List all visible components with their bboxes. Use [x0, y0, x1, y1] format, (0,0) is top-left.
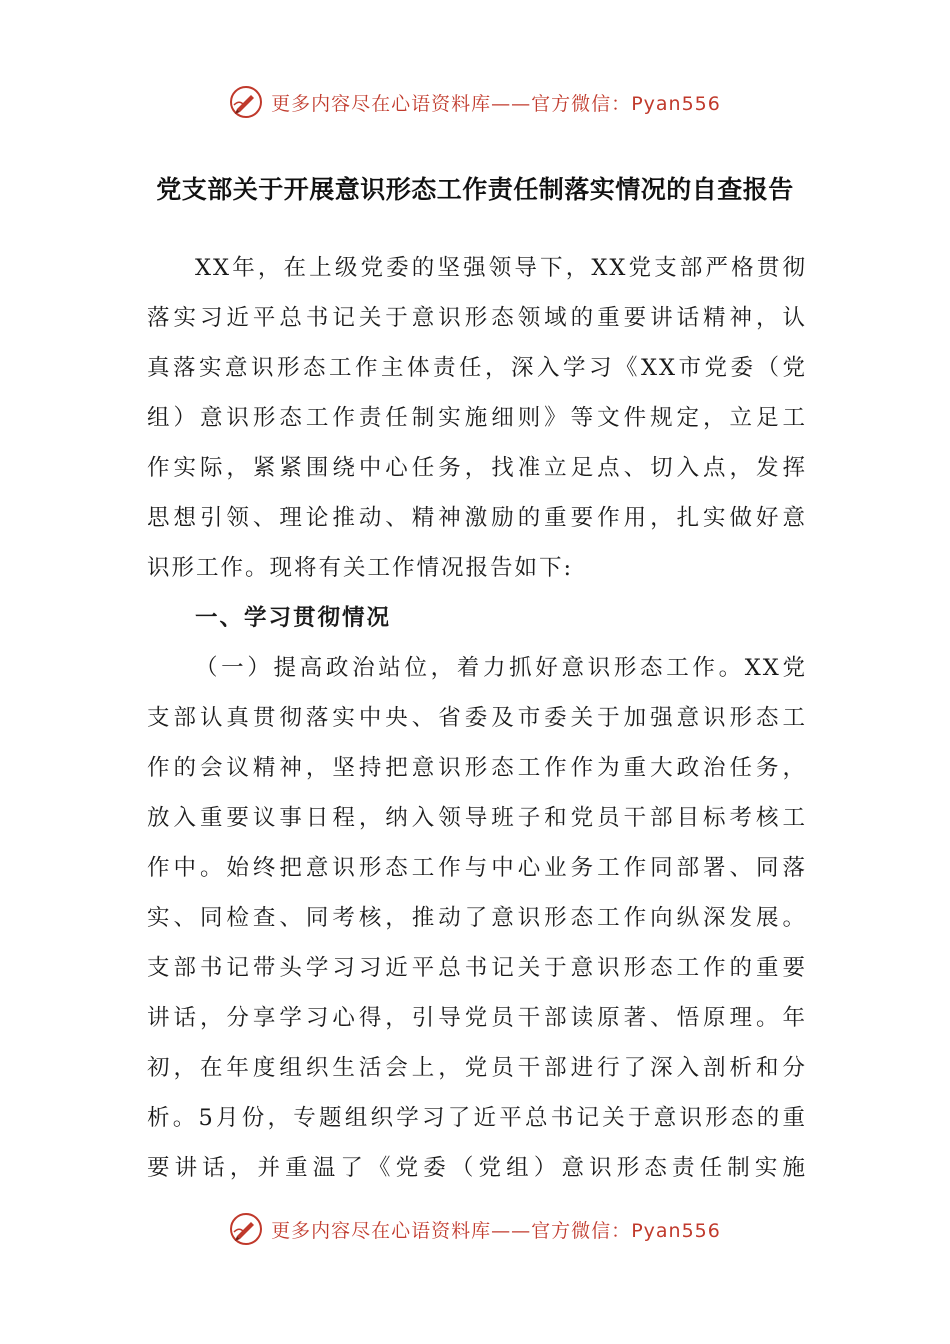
paragraph-line: 放入重要议事日程，纳入领导班子和党员干部目标考核工	[147, 805, 807, 831]
paragraph-line: 支部书记带头学习习近平总书记关于意识形态工作的重要	[147, 955, 807, 981]
footer-watermark	[0, 1209, 950, 1249]
paragraph-line: 作中。始终把意识形态工作与中心业务工作同部署、同落	[147, 855, 807, 881]
paragraph-line: 识形工作。现将有关工作情况报告如下:	[147, 555, 574, 581]
paragraph-line: （一）提高政治站位，着力抓好意识形态工作。XX党	[195, 655, 807, 681]
paragraph-line: 作的会议精神，坚持把意识形态工作作为重大政治任务，	[147, 755, 807, 781]
paragraph-line: 要讲话，并重温了《党委（党组）意识形态责任制实施	[147, 1155, 807, 1181]
pen-logo-icon	[229, 85, 263, 119]
watermark-text: 更多内容尽在心语资料库——官方微信：Pyan556	[271, 1219, 721, 1242]
section-heading: 一、学习贯彻情况	[195, 605, 392, 631]
paragraph-line: 支部认真贯彻落实中央、省委及市委关于加强意识形态工	[147, 705, 807, 731]
paragraph-line: 实、同检查、同考核，推动了意识形态工作向纵深发展。	[147, 905, 807, 931]
paragraph-line: 落实习近平总书记关于意识形态领域的重要讲话精神，认	[147, 305, 807, 331]
watermark-contact-id: Pyan556	[631, 1219, 721, 1242]
document-title: 党支部关于开展意识形态工作责任制落实情况的自查报告	[156, 175, 794, 204]
paragraph-line: 初，在年度组织生活会上，党员干部进行了深入剖析和分	[147, 1055, 807, 1081]
paragraph-line: 作实际，紧紧围绕中心任务，找准立足点、切入点，发挥	[147, 455, 807, 481]
paragraph-line: XX年，在上级党委的坚强领导下，XX党支部严格贯彻	[195, 255, 807, 281]
document-body	[147, 243, 807, 1193]
paragraph-line: 真落实意识形态工作主体责任，深入学习《XX市党委（党	[147, 355, 807, 381]
paragraph-line: 析。5月份，专题组织学习了近平总书记关于意识形态的重	[147, 1105, 807, 1131]
paragraph-line: 讲话，分享学习心得，引导党员干部读原著、悟原理。年	[147, 1005, 807, 1031]
watermark-contact-id: Pyan556	[631, 92, 721, 115]
watermark-text: 更多内容尽在心语资料库——官方微信：Pyan556	[271, 92, 721, 115]
pen-logo-icon	[229, 1212, 263, 1246]
header-watermark	[0, 82, 950, 122]
paragraph-line: 组）意识形态工作责任制实施细则》等文件规定，立足工	[147, 405, 807, 431]
paragraph-line: 思想引领、理论推动、精神激励的重要作用，扎实做好意	[147, 505, 807, 531]
